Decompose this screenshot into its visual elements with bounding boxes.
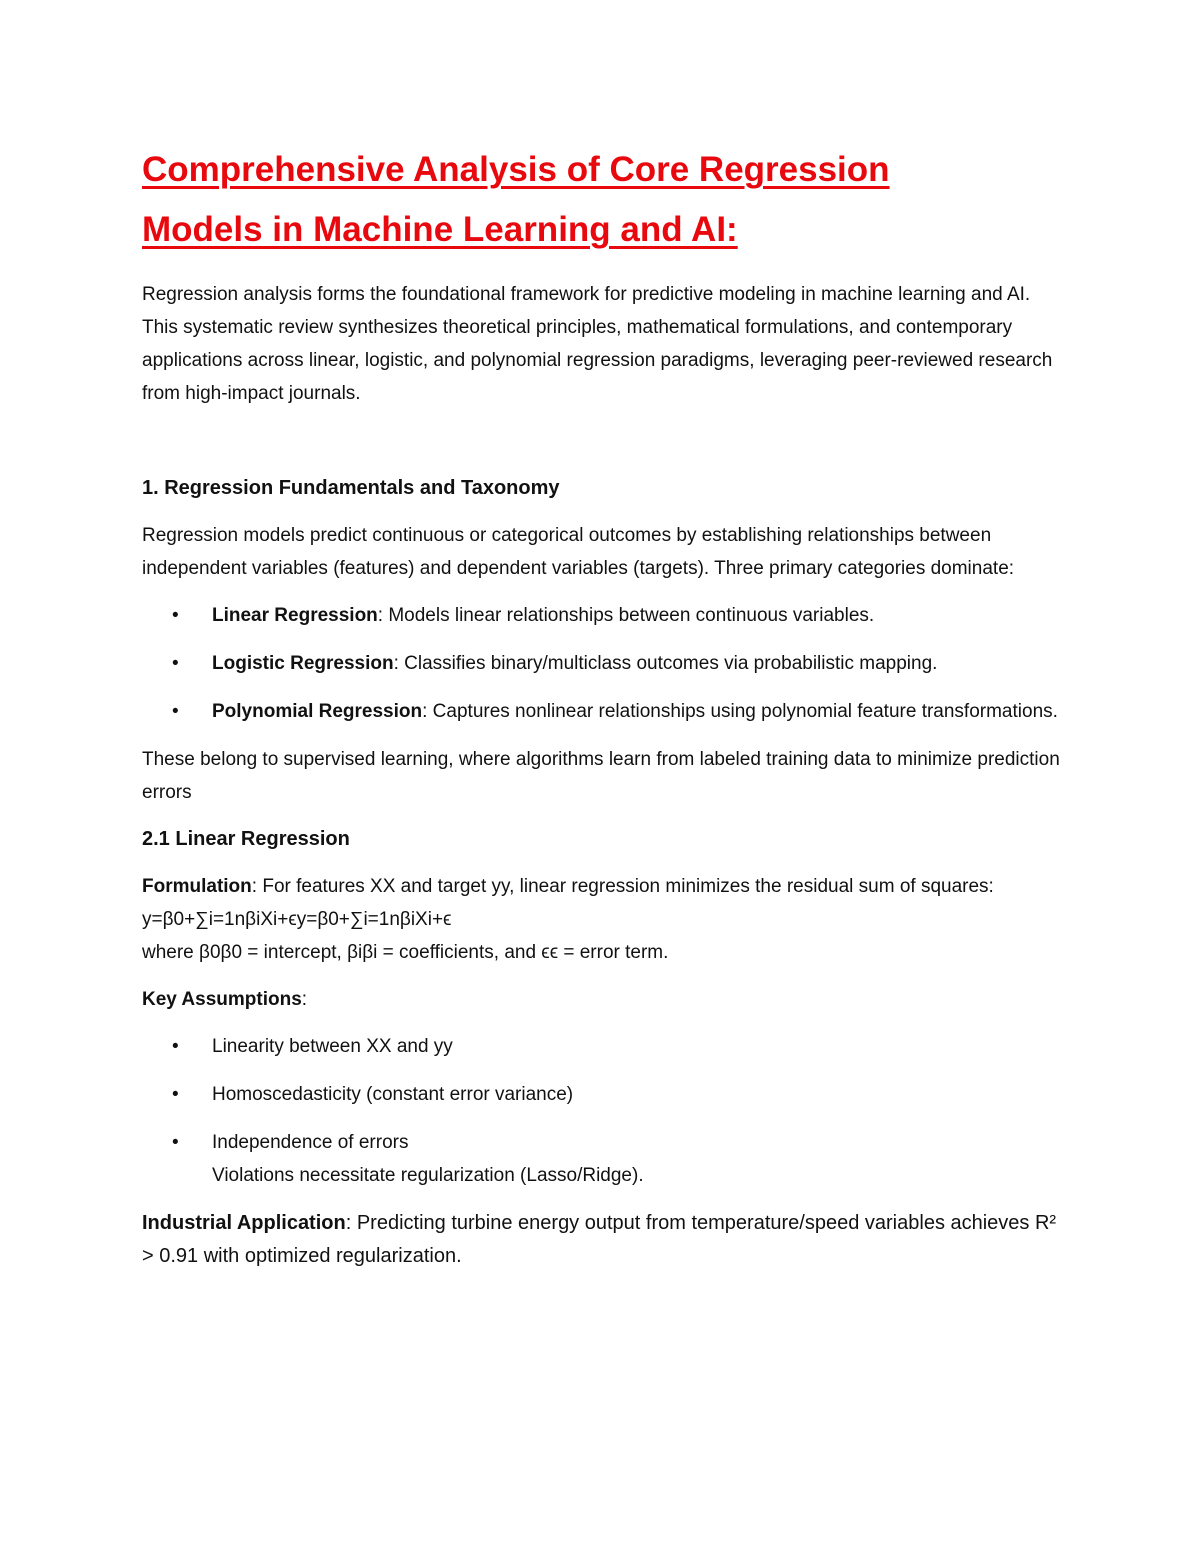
intro-paragraph: Regression analysis forms the foundational framework for predictive modeling in machine learning and AI. This systematic review synthesizes theoretical principles, mathematical formulations, and contemporary applications across linear, logistic, and polynomial regression paradigms, leveraging peer-reviewed research from high-impact journals. bbox=[142, 284, 1053, 404]
list-item bbox=[142, 599, 1062, 632]
bullet-icon: • bbox=[172, 1132, 179, 1153]
document-page bbox=[142, 140, 1062, 1273]
industrial-application-paragraph bbox=[142, 1207, 1062, 1273]
formulation-paragraph bbox=[142, 870, 1062, 969]
list-item bbox=[142, 695, 1062, 728]
list-item-text: : Captures nonlinear relationships using polynomial feature transformations. bbox=[422, 701, 1058, 722]
title-line-1: Comprehensive Analysis of Core Regression bbox=[142, 150, 890, 189]
list-item-text: Independence of errors bbox=[212, 1132, 409, 1153]
assumptions-list bbox=[142, 1030, 1062, 1192]
regression-types-list bbox=[142, 599, 1062, 728]
list-item bbox=[142, 1030, 1062, 1063]
list-item-term: Logistic Regression bbox=[212, 653, 394, 674]
formulation-text: : For features XX and target yy, linear regression minimizes the residual sum of squares: bbox=[251, 876, 994, 897]
list-item-note: Violations necessitate regularization (Lasso/Ridge). bbox=[212, 1165, 644, 1186]
bullet-icon: • bbox=[172, 605, 179, 626]
list-item bbox=[142, 1126, 1062, 1192]
list-item bbox=[142, 1078, 1062, 1111]
assumptions-heading bbox=[142, 983, 1062, 1016]
assumptions-label: Key Assumptions bbox=[142, 989, 302, 1010]
formulation-label: Formulation bbox=[142, 876, 252, 897]
section-1-heading: 1. Regression Fundamentals and Taxonomy bbox=[142, 477, 560, 499]
industrial-text: : Predicting turbine energy output from temperature/speed variables achieves R² > 0.91 with optimized regularization. bbox=[142, 1212, 1057, 1267]
document-title bbox=[142, 140, 1062, 260]
bullet-icon: • bbox=[172, 653, 179, 674]
list-item-text: Linearity between XX and yy bbox=[212, 1036, 453, 1057]
section-2-1-heading: 2.1 Linear Regression bbox=[142, 828, 350, 850]
title-line-2: Models in Machine Learning and AI: bbox=[142, 210, 738, 249]
section-1-closing: These belong to supervised learning, where algorithms learn from labeled training data to minimize prediction errors bbox=[142, 749, 1060, 803]
list-item-text: : Models linear relationships between continuous variables. bbox=[377, 605, 875, 626]
bullet-icon: • bbox=[172, 1084, 179, 1105]
list-item-text: Homoscedasticity (constant error variance) bbox=[212, 1084, 574, 1105]
regression-equation: y=β0+∑i=1nβiXi+ϵy=β0+∑i=1nβiXi+ϵ bbox=[142, 909, 452, 930]
list-item-text: : Classifies binary/multiclass outcomes via probabilistic mapping. bbox=[393, 653, 938, 674]
industrial-label: Industrial Application bbox=[142, 1212, 346, 1234]
equation-legend: where β0β0 = intercept, βiβi = coefficients, and ϵϵ = error term. bbox=[142, 942, 669, 963]
list-item-term: Polynomial Regression bbox=[212, 701, 423, 722]
bullet-icon: • bbox=[172, 1036, 179, 1057]
section-1-body: Regression models predict continuous or categorical outcomes by establishing relationships between independent variables (features) and dependent variables (targets). Three primary categories dominate: bbox=[142, 525, 1015, 579]
list-item-term: Linear Regression bbox=[212, 605, 378, 626]
list-item bbox=[142, 647, 1062, 680]
bullet-icon: • bbox=[172, 701, 179, 722]
assumptions-colon: : bbox=[301, 989, 308, 1010]
